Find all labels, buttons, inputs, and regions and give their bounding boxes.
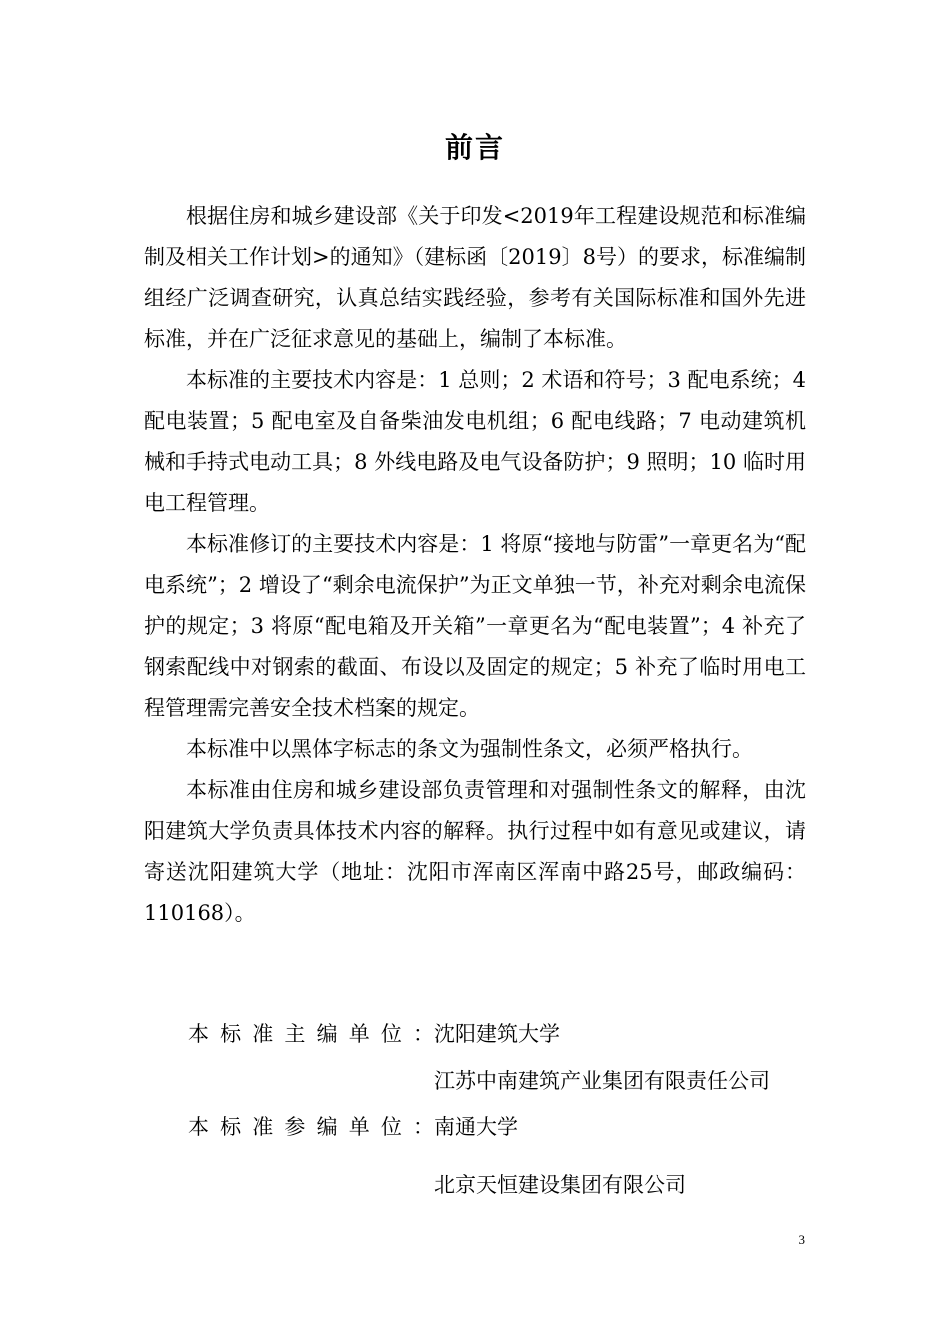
chief-unit-secondary: 江苏中南建筑产业集团有限责任公司 bbox=[434, 1069, 770, 1093]
participating-unit-primary: 南通大学 bbox=[434, 1115, 518, 1139]
paragraph-main-content: 本标准的主要技术内容是：1 总则；2 术语和符号；3 配电系统；4 配电装置；5 配电室及自备柴油发电机组；6 配电线路；7 电动建筑机械和手持式电动工具；8 外线电路及电气设备防护；9 照明；10 临时用电工程管理。 bbox=[144, 368, 806, 515]
paragraph-mandatory: 本标准中以黑体字标志的条文为强制性条文，必须严格执行。 bbox=[186, 737, 753, 761]
chief-unit-primary: 沈阳建筑大学 bbox=[434, 1022, 560, 1046]
chief-units-row bbox=[188, 1019, 560, 1049]
preface-body bbox=[144, 196, 806, 934]
paragraph-administration: 本标准由住房和城乡建设部负责管理和对强制性条文的解释，由沈阳建筑大学负责具体技术内容的解释。执行过程中如有意见或建议，请寄送沈阳建筑大学（地址：沈阳市浑南区浑南中路25号，邮政编码：110168）。 bbox=[144, 778, 806, 925]
participating-unit-secondary: 北京天恒建设集团有限公司 bbox=[434, 1173, 686, 1197]
participating-units-row bbox=[188, 1112, 518, 1142]
paragraph-revision-content: 本标准修订的主要技术内容是：1 将原“接地与防雷”一章更名为“配电系统”；2 增设了“剩余电流保护”为正文单独一节，补充对剩余电流保护的规定；3 将原“配电箱及开关箱”一章更名为“配电装置”；4 补充了钢索配线中对钢索的截面、布设以及固定的规定；5 补充了临时用电工程管理需完善安全技术档案的规定。 bbox=[144, 532, 806, 720]
page-number: 3 bbox=[798, 1232, 805, 1247]
chief-units-label: 本标准主编单位： bbox=[188, 1022, 434, 1046]
paragraph-basis: 根据住房和城乡建设部《关于印发<2019年工程建设规范和标准编制及相关工作计划>的通知》（建标函〔2019〕8号）的要求，标准编制组经广泛调查研究，认真总结实践经验，参考有关国际标准和国外先进标准，并在广泛征求意见的基础上，编制了本标准。 bbox=[144, 204, 806, 351]
page-title: 前言 bbox=[444, 131, 505, 164]
participating-units-label: 本标准参编单位： bbox=[188, 1115, 434, 1139]
